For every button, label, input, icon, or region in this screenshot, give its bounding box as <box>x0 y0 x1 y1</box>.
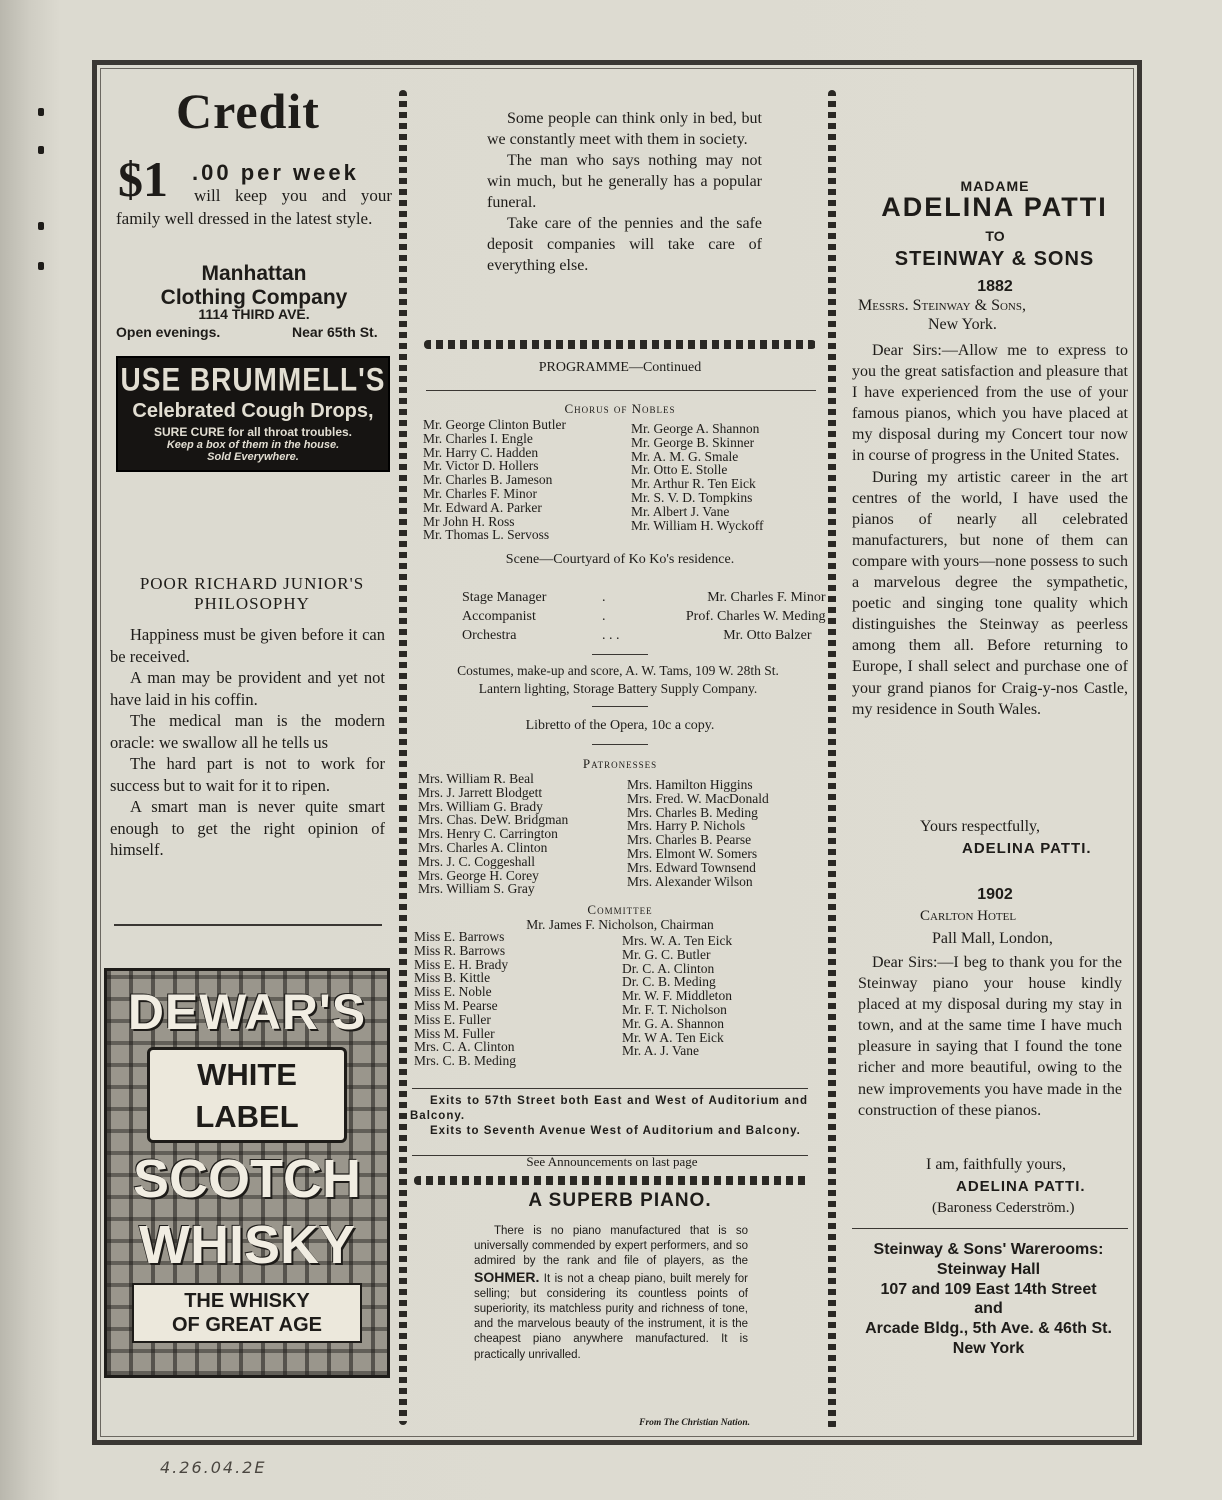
divider <box>412 1088 808 1089</box>
sohmer-text-after: It is not a cheap piano, built merely for selling; but considering its countless points of superiority, its matchless purity and richness of tone, and the marvelous beauty of the instrument, it is the cheapest piano anywhere manufactured. It is practically unrivalled. <box>474 1272 748 1361</box>
warerooms-line: Steinway & Sons' Warerooms: <box>873 1241 1104 1258</box>
list-item: Mr. W A. Ten Eick <box>622 1029 724 1045</box>
steinway-firm: STEINWAY & SONS <box>894 248 1095 270</box>
list-item: Miss R. Barrows <box>414 942 506 958</box>
warerooms-line: and <box>974 1300 1003 1318</box>
list-item: Mr. G. C. Butler <box>622 946 711 962</box>
staff-role: Stage Manager <box>462 590 547 605</box>
list-item: Mr. Victor D. Hollers <box>423 458 539 474</box>
staff-dots: . . . <box>602 628 620 643</box>
chorus-list-right <box>631 422 764 532</box>
list-item: Mrs. Edward Townsend <box>627 859 756 875</box>
white-label-box <box>147 1047 347 1143</box>
credit-dollar: $1 <box>118 151 168 207</box>
list-item: Mrs. William G. Brady <box>418 798 543 814</box>
company-name-line1: Manhattan <box>201 262 307 285</box>
list-item: Mr John H. Ross <box>423 513 515 529</box>
list-item: Mrs. Charles B. Pearse <box>627 832 752 848</box>
staff-role: Accompanist <box>462 609 536 624</box>
staff-dots: . <box>602 609 606 624</box>
staff-name: Prof. Charles W. Meding <box>685 609 826 624</box>
libretto-line: Libretto of the Opera, 10c a copy. <box>525 718 715 733</box>
divider <box>852 1228 1128 1229</box>
list-item: Mr. W. F. Middleton <box>622 988 732 1004</box>
chorus-heading: Chorus of Nobles <box>564 401 676 416</box>
dewars-ad <box>104 968 390 1378</box>
letter-paragraph: Dear Sirs:—I beg to thank you for the Steinway piano your house kindly placed at my disposal during my stay in town, and at the same time I have much pleasure in saying that I found the tone richer and more beautiful, owing to the new improvements you have made in the construction of these pianos. <box>858 954 1122 1119</box>
list-item: Mrs. Chas. DeW. Bridgman <box>418 812 569 828</box>
warerooms-line: Steinway Hall <box>936 1260 1041 1278</box>
list-item: Mrs. William S. Gray <box>418 881 535 897</box>
list-item: Miss B. Kittle <box>414 970 491 986</box>
saying: A man may be provident and yet not have laid in his coffin. <box>110 668 385 709</box>
sohmer-title: A SUPERB PIANO. <box>528 1190 712 1211</box>
company-name-line2: Clothing Company <box>160 286 348 309</box>
patronesses-list-right <box>627 778 769 888</box>
binding-hole <box>38 262 44 270</box>
patronesses-list-left <box>418 772 568 896</box>
staff-list <box>462 588 826 645</box>
list-item: Mr. Edward A. Parker <box>423 499 542 515</box>
list-item: Mr. Harry C. Hadden <box>423 444 539 460</box>
column-divider-right <box>828 90 836 1430</box>
saying: The man who says nothing may not win much, but he generally has a popular funeral. <box>487 152 762 211</box>
list-item: Mrs. Hamilton Higgins <box>627 777 753 792</box>
list-item: Miss M. Fuller <box>414 1025 495 1041</box>
saying: A smart man is never quite smart enough to get the right opinion of himself. <box>110 797 385 859</box>
exits-seventh-ave: Exits to Seventh Avenue West of Auditorium and Balcony. <box>430 1125 801 1137</box>
list-item: Mrs. J. C. Coggeshall <box>418 853 536 869</box>
letter-1902 <box>858 952 1122 1121</box>
warerooms-address <box>836 1240 1141 1359</box>
list-item: Mr. G. A. Shannon <box>622 1015 725 1031</box>
binding-hole <box>38 222 44 230</box>
warerooms-line: Arcade Bldg., 5th Ave. & 46th St. <box>865 1320 1112 1338</box>
poor-richard-text <box>110 624 385 861</box>
list-item: Miss M. Pearse <box>414 997 498 1013</box>
list-item: Miss E. Barrows <box>414 929 505 944</box>
see-announcements: See Announcements on last page <box>526 1154 698 1169</box>
brummell-line5: Sold Everywhere. <box>207 451 299 463</box>
saying: Happiness must be given before it can be received. <box>110 625 385 666</box>
divider <box>592 744 648 745</box>
open-evenings: Open evenings. <box>116 324 221 340</box>
list-item: Mr. A. M. G. Smale <box>631 448 739 464</box>
exits-notice <box>410 1094 808 1139</box>
list-item: Mr. Charles F. Minor <box>423 485 538 501</box>
credit-title: Credit <box>176 83 320 139</box>
signature-1882: ADELINA PATTI. <box>962 840 1092 857</box>
list-item: Mr. Albert J. Vane <box>631 503 730 519</box>
letter-paragraph: During my artistic career in the art centres of the world, I have used the pianos of nearly all celebrated manufacturers, but none of them can compare with yours—none possess to such a marvelous degree the sympathetic, poetic and singing tone quality which distinguishes the Steinway as peerless among them all. Before returning to Europe, I shall select and purchase one of your grand pianos for Craig-y-nos Castle, my residence in South Wales. <box>852 468 1128 718</box>
warerooms-line: 107 and 109 East 14th Street <box>880 1280 1097 1298</box>
lantern-line: Lantern lighting, Storage Battery Supply Company. <box>478 681 758 696</box>
patti-to: TO <box>985 228 1005 244</box>
credits-block <box>416 662 820 698</box>
list-item: Mrs. Charles B. Meding <box>627 804 758 820</box>
list-item: Mr. William H. Wyckoff <box>631 517 764 533</box>
exits-57th: Exits to 57th Street both East and West of Auditorium and Balcony. <box>410 1095 808 1122</box>
list-item: Mrs. Elmont W. Somers <box>627 845 758 861</box>
addressee-city: New York. <box>928 316 997 333</box>
list-item: Miss E. H. Brady <box>414 956 509 972</box>
closing-1882: Yours respectfully, <box>920 818 1040 835</box>
list-item: Mrs. Alexander Wilson <box>627 873 753 889</box>
list-item: Mr. A. J. Vane <box>622 1043 700 1059</box>
credit-text: will keep you and your family well dressed in the latest style. <box>116 186 392 228</box>
company-address: 1114 THIRD AVE. <box>198 306 310 322</box>
list-item: Mrs. William R. Beal <box>418 771 534 786</box>
list-item: Mrs. C. B. Meding <box>414 1053 517 1069</box>
list-item: Mrs. C. A. Clinton <box>414 1039 515 1055</box>
white-label-line2: LABEL <box>195 1099 299 1134</box>
warerooms-line: New York <box>952 1339 1025 1357</box>
chairman-line: Mr. James F. Nicholson, Chairman <box>526 917 714 932</box>
saying: The hard part is not to work for success but to wait for it to ripen. <box>110 754 385 795</box>
list-item: Mr. Thomas L. Servoss <box>423 527 550 543</box>
staff-row <box>462 588 826 607</box>
hotel-name: Carlton Hotel <box>920 908 1017 924</box>
addressee: Messrs. Steinway & Sons, <box>858 297 1026 314</box>
list-item: Mrs. W. A. Ten Eick <box>622 933 733 948</box>
signature-1902: ADELINA PATTI. <box>956 1178 1086 1195</box>
brummell-line1: USE BRUMMELL'S <box>120 361 386 398</box>
list-item: Mr. S. V. D. Tompkins <box>631 489 753 505</box>
brummell-line3: SURE CURE for all throat troubles. <box>153 425 353 439</box>
company-name <box>116 262 392 310</box>
brummell-line2: Celebrated Cough Drops, <box>132 400 374 422</box>
divider <box>592 706 648 707</box>
committee-list-right <box>622 934 732 1058</box>
brummell-ad <box>116 356 390 472</box>
closing-1902: I am, faithfully yours, <box>926 1156 1066 1173</box>
costumes-line: Costumes, make-up and score, A. W. Tams, 109 W. 28th St. <box>457 663 779 678</box>
poor-richard-title: POOR RICHARD JUNIOR'S PHILOSOPHY <box>139 574 365 613</box>
list-item: Dr. C. B. Meding <box>622 974 716 990</box>
list-item: Miss E. Fuller <box>414 1011 491 1027</box>
wave-divider <box>414 1176 810 1185</box>
scene-line: Scene—Courtyard of Ko Ko's residence. <box>505 552 735 567</box>
sayings <box>487 108 762 276</box>
list-item: Miss E. Noble <box>414 984 492 1000</box>
hotel-city: Pall Mall, London, <box>932 930 1053 947</box>
staff-role: Orchestra <box>462 628 517 643</box>
list-item: Mrs. Charles A. Clinton <box>418 839 548 855</box>
year-1902: 1902 <box>977 886 1013 903</box>
committee-heading: Committee <box>587 902 653 917</box>
divider <box>114 924 382 926</box>
near-street: Near 65th St. <box>292 324 378 340</box>
staff-row <box>462 607 826 626</box>
scotch-text: SCOTCH <box>133 1149 361 1209</box>
sohmer-source: From The Christian Nation. <box>639 1418 750 1428</box>
saying: The medical man is the modern oracle: we swallow all he tells us <box>110 711 385 752</box>
handwritten-note: 4.26.04.2E <box>160 1458 267 1477</box>
letter-1882 <box>852 340 1128 720</box>
list-item: Mrs. Henry C. Carrington <box>418 826 558 842</box>
list-item: Mr. F. T. Nicholson <box>622 1001 727 1017</box>
chorus-list-left <box>423 418 566 542</box>
column-divider-left <box>399 90 407 1425</box>
saying: Take care of the pennies and the safe deposit companies will take care of everything else. <box>487 215 762 274</box>
list-item: Mr. George A. Shannon <box>631 421 760 436</box>
great-age-line2: OF GREAT AGE <box>172 1314 322 1336</box>
list-item: Mr. Charles B. Jameson <box>423 472 553 488</box>
saying: Some people can think only in bed, but we constantly meet with them in society. <box>487 110 762 148</box>
list-item: Mr. Arthur R. Ten Eick <box>631 476 756 492</box>
list-item: Mrs. George H. Corey <box>418 867 539 883</box>
wave-divider <box>424 340 816 349</box>
credit-rate: .00 per week <box>192 160 359 185</box>
list-item: Mr. George B. Skinner <box>631 434 755 450</box>
list-item: Dr. C. A. Clinton <box>622 960 715 976</box>
sohmer-text-before: There is no piano manufactured that is so universally commended by expert performers, and so admired by the rank and file of players, as the <box>474 1225 748 1268</box>
patti-madame: MADAME <box>960 178 1030 194</box>
sohmer-text <box>474 1224 748 1363</box>
whisky-text: WHISKY <box>139 1215 355 1275</box>
year-1882: 1882 <box>977 278 1013 295</box>
staff-name: Mr. Otto Balzer <box>723 628 812 643</box>
staff-name: Mr. Charles F. Minor <box>707 590 826 605</box>
list-item: Mrs. Harry P. Nichols <box>627 818 746 834</box>
staff-dots: . <box>602 590 606 605</box>
divider <box>592 654 648 655</box>
list-item: Mrs. Fred. W. MacDonald <box>627 790 769 806</box>
patti-name: ADELINA PATTI <box>881 192 1108 222</box>
great-age-banner <box>132 1283 362 1343</box>
list-item: Mr. Charles I. Engle <box>423 430 533 446</box>
committee-list-left <box>414 930 516 1068</box>
great-age-line1: THE WHISKY <box>184 1290 310 1312</box>
binding-hole <box>38 146 44 154</box>
dewars-brand: DEWAR'S <box>127 984 367 1040</box>
sohmer-brand: SOHMER. <box>474 1268 540 1285</box>
binding-hole <box>38 108 44 116</box>
brummell-line4: Keep a box of them in the house. <box>166 439 340 451</box>
programme-heading: PROGRAMME—Continued <box>538 360 702 375</box>
list-item: Mr. George Clinton Butler <box>423 417 566 432</box>
staff-row <box>462 626 826 645</box>
letter-paragraph: Dear Sirs:—Allow me to express to you the great satisfaction and pleasure that I have experienced from the use of your famous pianos, which you have placed at my disposal during my Concert tour now in course of progress in the United States. <box>852 342 1128 465</box>
divider <box>426 390 816 391</box>
baroness-line: (Baroness Cederström.) <box>932 1200 1075 1216</box>
white-label-line1: WHITE <box>197 1057 297 1092</box>
list-item: Mrs. J. Jarrett Blodgett <box>418 784 543 800</box>
list-item: Mr. Otto E. Stolle <box>631 462 728 478</box>
patronesses-heading: Patronesses <box>582 756 658 771</box>
